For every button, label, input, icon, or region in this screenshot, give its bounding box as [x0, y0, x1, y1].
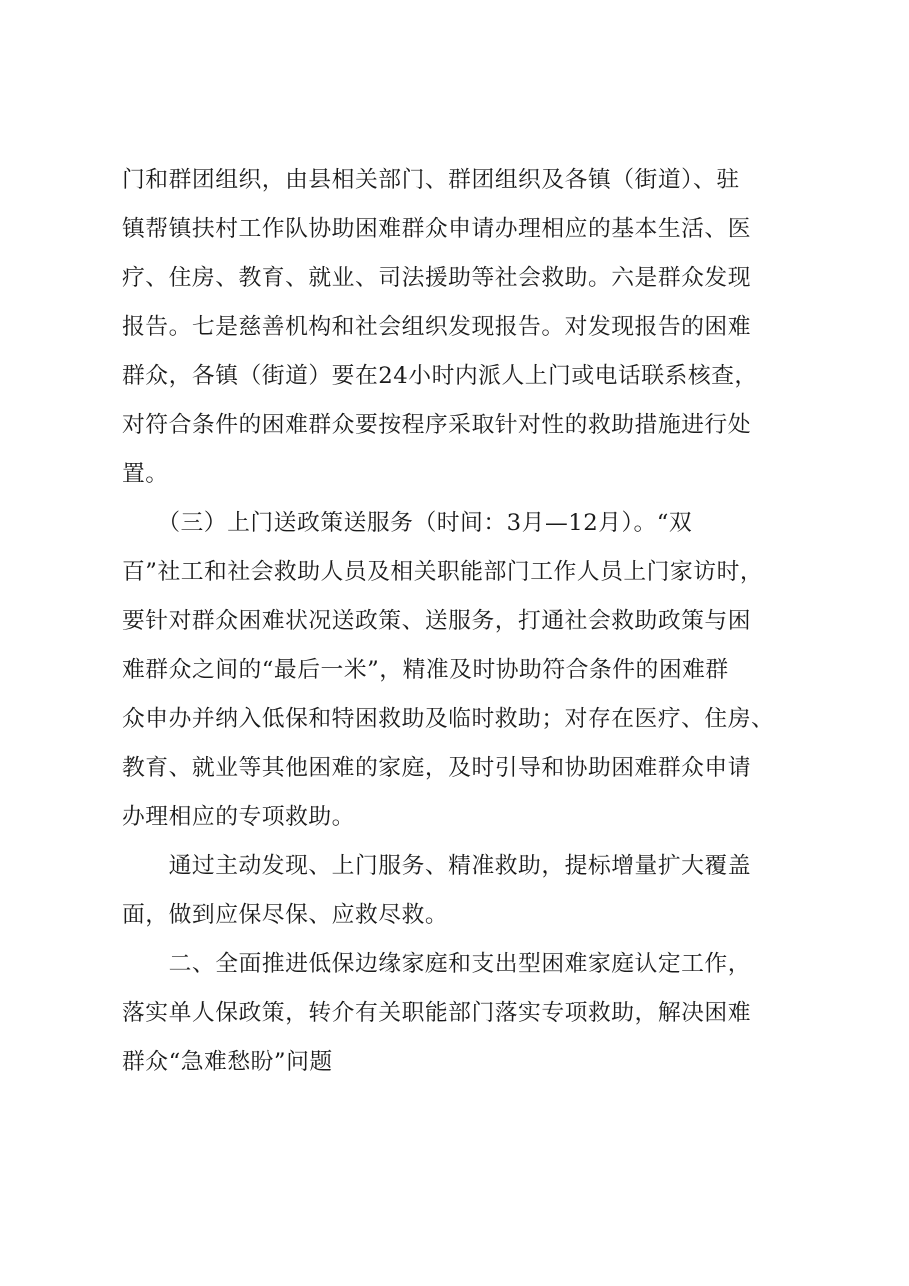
text-line: 群众，各镇（街道）要在24小时内派人上门或电话联系核查， — [122, 363, 758, 389]
document-body — [122, 156, 788, 1087]
text-line: 报告。七是慈善机构和社会组织发现报告。对发现报告的困难 — [122, 314, 752, 340]
paragraph-3 — [122, 842, 788, 940]
text-line: 通过主动发现、上门服务、精准救助，提标增量扩大覆盖 — [122, 853, 752, 879]
text-line: 教育、就业等其他困难的家庭，及时引导和协助困难群众申请 — [122, 755, 752, 781]
text-line: 门和群团组织，由县相关部门、群团组织及各镇（街道）、驻 — [122, 167, 740, 193]
text-line: 群众“急难愁盼”问题 — [122, 1049, 333, 1075]
text-line: 难群众之间的“最后一米”，精准及时协助符合条件的困难群 — [122, 657, 729, 683]
text-line: 面，做到应保尽保、应救尽救。 — [122, 902, 449, 928]
paragraph-4 — [122, 940, 788, 1087]
text-line: 落实单人保政策，转介有关职能部门落实专项救助，解决困难 — [122, 1000, 752, 1026]
text-line: 二、全面推进低保边缘家庭和支出型困难家庭认定工作， — [122, 951, 752, 977]
text-line: 百”社工和社会救助人员及相关职能部门工作人员上门家访时， — [122, 559, 764, 585]
text-line: 置。 — [122, 461, 169, 487]
text-line: 对符合条件的困难群众要按程序采取针对性的救助措施进行处 — [122, 412, 752, 438]
paragraph-1 — [122, 156, 788, 499]
text-line: 镇帮镇扶村工作队协助困难群众申请办理相应的基本生活、医 — [122, 216, 752, 242]
text-line: 办理相应的专项救助。 — [122, 804, 355, 830]
text-line: 要针对群众困难状况送政策、送服务，打通社会救助政策与困 — [122, 608, 752, 634]
text-line: 众申办并纳入低保和特困救助及临时救助；对存在医疗、住房、 — [122, 706, 775, 732]
text-line: （三）上门送政策送服务（时间：3月—12月）。“双 — [122, 510, 693, 536]
paragraph-2 — [122, 499, 788, 842]
text-line: 疗、住房、教育、就业、司法援助等社会救助。六是群众发现 — [122, 265, 752, 291]
